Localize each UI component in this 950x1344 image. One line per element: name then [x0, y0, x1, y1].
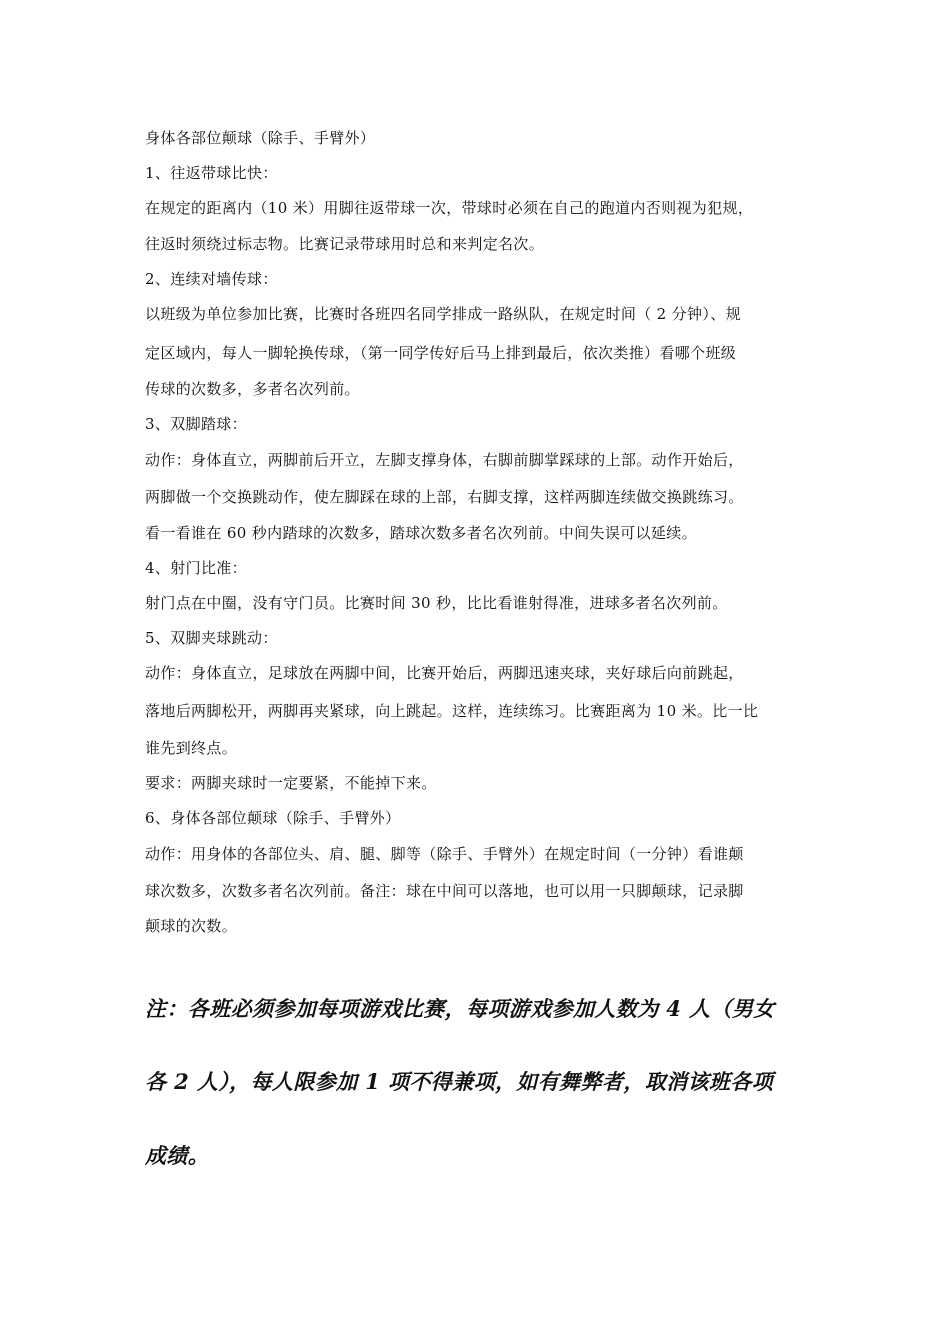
body-line: 颠球的次数。 — [145, 917, 238, 935]
section-title: 4、射门比准： — [145, 559, 247, 577]
body-line: 两脚做一个交换跳动作，使左脚踩在球的上部，右脚支撑，这样两脚连续做交换跳练习。 — [145, 488, 744, 506]
body-line: 传球的次数多，多者名次列前。 — [145, 380, 360, 398]
section-title: 2、连续对墙传球： — [145, 270, 278, 288]
section-title: 6、身体各部位颠球（除手、手臂外） — [145, 809, 401, 827]
note-line: 成绩。 — [145, 1143, 210, 1168]
body-line: 动作：身体直立，足球放在两脚中间，比赛开始后，两脚迅速夹球，夹好球后向前跳起， — [145, 664, 744, 682]
section-title: 3、双脚踏球： — [145, 415, 247, 433]
body-line: 射门点在中圈，没有守门员。比赛时间 30 秒，比比看谁射得准，进球多者名次列前。 — [145, 594, 728, 612]
body-line: 定区域内，每人一脚轮换传球，（第一同学传好后马上排到最后，依次类推）看哪个班级 — [145, 344, 737, 362]
section-title: 1、往返带球比快： — [145, 164, 278, 182]
body-line: 球次数多，次数多者名次列前。备注：球在中间可以落地，也可以用一只脚颠球，记录脚 — [145, 882, 744, 900]
body-line: 以班级为单位参加比赛，比赛时各班四名同学排成一路纵队，在规定时间（ 2 分钟）、规 — [145, 305, 741, 323]
body-line: 动作：用身体的各部位头、肩、腿、脚等（除手、手臂外）在规定时间（一分钟）看谁颠 — [145, 845, 744, 863]
body-line: 落地后两脚松开，两脚再夹紧球，向上跳起。这样，连续练习。比赛距离为 10 米。比一比 — [145, 702, 759, 720]
section-title: 5、双脚夹球跳动： — [145, 629, 278, 647]
note-line: 各 2 人），每人限参加 1 项不得兼项，如有舞弊者，取消该班各项 — [145, 1069, 774, 1094]
body-line: 往返时须绕过标志物。比赛记录带球用时总和来判定名次。 — [145, 235, 545, 253]
body-line: 在规定的距离内（10 米）用脚往返带球一次，带球时必须在自己的跑道内否则视为犯规， — [145, 199, 754, 217]
requirement-line: 要求：两脚夹球时一定要紧，不能掉下来。 — [145, 774, 437, 792]
body-line: 谁先到终点。 — [145, 739, 238, 757]
note-line: 注：各班必须参加每项游戏比赛，每项游戏参加人数为 4 人（男女 — [145, 996, 775, 1021]
body-line: 动作：身体直立，两脚前后开立，左脚支撑身体，右脚前脚掌踩球的上部。动作开始后， — [145, 451, 744, 469]
body-line: 看一看谁在 60 秒内踏球的次数多，踏球次数多者名次列前。中间失误可以延续。 — [145, 524, 697, 542]
heading-line: 身体各部位颠球（除手、手臂外） — [145, 129, 376, 147]
